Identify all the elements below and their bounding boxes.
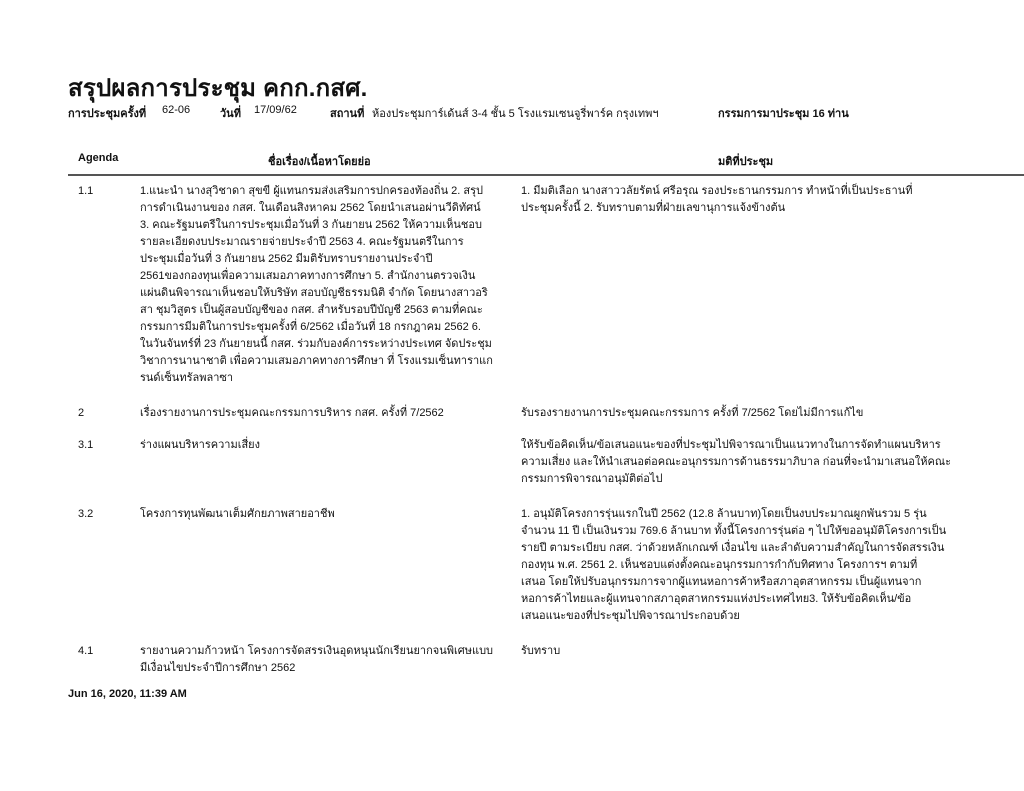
row-1-resolution <box>521 183 961 217</box>
place-label: สถานที่ <box>330 108 365 120</box>
header-divider <box>68 174 1024 176</box>
row-3-topic-line: ร่างแผนบริหารความเสี่ยง <box>140 439 260 451</box>
row-1-resolution-line: ประชุมครั้งนี้ 2. รับทราบตามที่ฝ่ายเลขานุการแจ้งข้างต้น <box>521 202 786 214</box>
row-3-resolution-line: กรรมการพิจารณาอนุมัติต่อไป <box>521 473 663 485</box>
row-4-resolution <box>521 506 961 625</box>
row-5-topic <box>140 643 512 677</box>
column-header-resolution: มติที่ประชุม <box>718 156 774 168</box>
row-1-topic <box>140 183 512 387</box>
row-3-resolution-line: ให้รับข้อคิดเห็น/ข้อเสนอแนะของที่ประชุมไปพิจารณาเป็นแนวทางในการจัดทำแผนบริหาร <box>521 439 941 451</box>
row-5-topic-line: รายงานความก้าวหน้า โครงการจัดสรรเงินอุดหนุนนักเรียนยากจนพิเศษแบบ <box>140 645 494 657</box>
meeting-no-label: การประชุมครั้งที่ <box>68 108 147 120</box>
row-4-resolution-line: รายปี ตามระเบียบ กสศ. ว่าด้วยหลักเกณฑ์ เงื่อนไข และลำดับความสำคัญในการจัดสรรเงิน <box>521 542 945 554</box>
row-2-topic-line: เรื่องรายงานการประชุมคณะกรรมการบริหาร กสศ. ครั้งที่ 7/2562 <box>140 407 444 419</box>
row-4-resolution-line: กองทุน พ.ศ. 2561 2. เห็นชอบแต่งตั้งคณะอนุกรรมการกำกับทิศทาง โครงการฯ ตามที่ <box>521 559 918 571</box>
row-4-topic-line: โครงการทุนพัฒนาเต็มศักยภาพสายอาชีพ <box>140 508 335 520</box>
row-1-topic-line: ประชุมเมื่อวันที่ 3 กันยายน 2562 มีมติรับทราบรายงานประจำปี <box>140 253 433 265</box>
attendee-count: กรรมการมาประชุม 16 ท่าน <box>718 108 849 120</box>
row-1-topic-line: 2561ของกองทุนเพื่อความเสมอภาคทางการศึกษา 5. สำนักงานตรวจเงิน <box>140 270 476 282</box>
footer-timestamp: Jun 16, 2020, 11:39 AM <box>68 688 187 700</box>
row-1-topic-line: กรรมการมีมติในการประชุมครั้งที่ 6/2562 เมื่อวันที่ 18 กรกฎาคม 2562 6. <box>140 321 481 333</box>
row-1-topic-line: รายละเอียดงบประมาณรายจ่ายประจำปี 2563 4. คณะรัฐมนตรีในการ <box>140 236 464 248</box>
row-5-topic-line: มีเงื่อนไขประจำปีการศึกษา 2562 <box>140 662 296 674</box>
row-4-topic <box>140 506 512 523</box>
row-1-topic-line: 1.แนะนำ นางสุวิชาดา สุขขี ผู้แทนกรมส่งเสริมการปกครองท้องถิ่น 2. สรุป <box>140 185 484 197</box>
row-4-resolution-line: เสนอแนะของที่ประชุมไปพิจารณาประกอบด้วย <box>521 610 740 622</box>
date-label: วันที่ <box>220 108 241 120</box>
meeting-no: 62-06 <box>162 104 191 116</box>
row-1-topic-line: การดำเนินงานของ กสศ. ในเดือนสิงหาคม 2562 โดยนำเสนอผ่านวีดิทัศน์ <box>140 202 481 214</box>
row-1-topic-line: สา ชุมวิสูตร เป็นผู้สอบบัญชีของ กสศ. สำหรับรอบปีบัญชี 2563 ตามที่คณะ <box>140 304 483 316</box>
page-title: สรุปผลการประชุม คกก.กสศ. <box>68 75 368 102</box>
row-1-topic-line: รนด์เซ็นทรัลพลาซา <box>140 372 234 384</box>
row-1-resolution-line: 1. มีมติเลือก นางสาววลัยรัตน์ ศรีอรุณ รองประธานกรรมการ ทำหน้าที่เป็นประธานที่ <box>521 185 913 197</box>
row-3-topic <box>140 437 512 454</box>
row-4-agenda: 3.2 <box>78 508 94 520</box>
row-5-resolution <box>521 643 961 660</box>
row-1-topic-line: 3. คณะรัฐมนตรีในการประชุมเมื่อวันที่ 3 กันยายน 2562 ให้ความเห็นชอบ <box>140 219 482 231</box>
row-1-topic-line: แผ่นดินพิจารณาเห็นชอบให้บริษัท สอบบัญชีธรรมนิติ จำกัด โดยนางสาวอริ <box>140 287 488 299</box>
row-2-resolution-line: รับรองรายงานการประชุมคณะกรรมการ ครั้งที่ 7/2562 โดยไม่มีการแก้ไข <box>521 407 864 419</box>
row-2-resolution <box>521 405 961 422</box>
meeting-date: 17/09/62 <box>254 104 297 116</box>
row-3-resolution-line: ความเสี่ยง และให้นำเสนอต่อคณะอนุกรรมการด้านธรรมาภิบาล ก่อนที่จะนำมาเสนอให้คณะ <box>521 456 951 468</box>
column-header-topic: ชื่อเรื่อง/เนื้อหาโดยย่อ <box>268 156 371 168</box>
row-3-resolution <box>521 437 961 488</box>
row-2-topic <box>140 405 512 422</box>
row-1-topic-line: ในวันจันทร์ที่ 23 กันยายนนี้ กสศ. ร่วมกับองค์การระหว่างประเทศ จัดประชุม <box>140 338 492 350</box>
row-4-resolution-line: จำนวน 11 ปี เป็นเงินรวม 769.6 ล้านบาท ทั้งนี้โครงการรุ่นต่อ ๆ ไปให้ขออนุมัติโครงการเป็น <box>521 525 947 537</box>
row-4-resolution-line: 1. อนุมัติโครงการรุ่นแรกในปี 2562 (12.8 ล้านบาท)โดยเป็นงบประมาณผูกพันรวม 5 รุ่น <box>521 508 927 520</box>
column-header-agenda: Agenda <box>78 152 119 164</box>
row-5-resolution-line: รับทราบ <box>521 645 561 657</box>
row-3-agenda: 3.1 <box>78 439 94 451</box>
row-1-topic-line: วิชาการนานาชาติ เพื่อความเสมอภาคทางการศึกษา ที่ โรงแรมเซ็นทาราแก <box>140 355 493 367</box>
row-5-agenda: 4.1 <box>78 645 94 657</box>
row-1-agenda: 1.1 <box>78 185 94 197</box>
row-4-resolution-line: เสนอ โดยให้ปรับอนุกรรมการจากผู้แทนหอการค้าหรือสภาอุตสาหกรรม เป็นผู้แทนจาก <box>521 576 922 588</box>
meeting-meta <box>68 104 968 120</box>
meeting-place: ห้องประชุมการ์เด้นส์ 3-4 ชั้น 5 โรงแรมเซนจูรี่พาร์ค กรุงเทพฯ <box>372 108 659 120</box>
row-4-resolution-line: หอการค้าไทยและผู้แทนจากสภาอุตสาหกรรมแห่งประเทศไทย3. ให้รับข้อคิดเห็น/ข้อ <box>521 593 912 605</box>
row-2-agenda: 2 <box>78 407 85 419</box>
